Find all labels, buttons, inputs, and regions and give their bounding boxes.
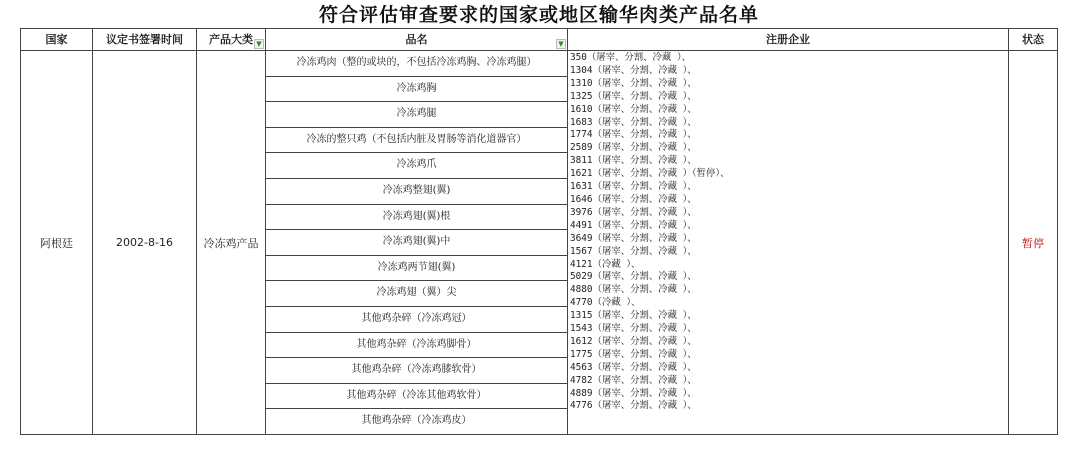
product-row: 其他鸡杂碎（冷冻鸡冠）	[266, 307, 567, 333]
header-country: 国家	[21, 29, 93, 51]
header-category-label: 产品大类	[209, 33, 253, 46]
enterprise-entry: 1567（屠宰、分割、冷藏 ）、	[570, 245, 697, 257]
product-row: 其他鸡杂碎（冷冻其他鸡软骨）	[266, 384, 567, 410]
enterprise-entry: 4889（屠宰、分割、冷藏 ）、	[570, 387, 697, 399]
enterprise-entry: 1304（屠宰、分割、冷藏 ）、	[570, 64, 697, 76]
header-category	[197, 29, 266, 51]
product-row: 冷冻的整只鸡（不包括内脏及胃肠等消化道器官）	[266, 128, 567, 154]
product-row: 冷冻鸡肉（整的或块的，不包括冷冻鸡胸、冷冻鸡腿）	[266, 51, 567, 77]
date-cell: 2002-8-16	[93, 51, 197, 434]
enterprise-entry: 350（屠宰、分割、冷藏 ）、	[570, 52, 692, 63]
enterprise-entry: 1683（屠宰、分割、冷藏 ）、	[570, 116, 697, 128]
country-cell: 阿根廷	[21, 51, 93, 434]
enterprise-entry: 4782（屠宰、分割、冷藏 ）、	[570, 374, 697, 386]
category-cell: 冷冻鸡产品	[197, 51, 266, 434]
enterprise-entry: 3649（屠宰、分割、冷藏 ）、	[570, 232, 697, 244]
product-row: 冷冻鸡胸	[266, 77, 567, 103]
filter-dropdown-icon[interactable]: ▼	[556, 39, 566, 49]
enterprise-list	[568, 51, 1009, 434]
enterprise-entry: 1646（屠宰、分割、冷藏 ）、	[570, 193, 697, 205]
header-date: 议定书签署时间	[93, 29, 197, 51]
page-title: 符合评估审查要求的国家或地区输华肉类产品名单	[318, 4, 759, 26]
status-cell	[1009, 51, 1057, 434]
enterprise-entry: 4770（冷藏 ）、	[570, 297, 641, 309]
enterprise-entry: 4121（冷藏 ）、	[570, 258, 641, 270]
enterprise-entry: 1774（屠宰、分割、冷藏 ）、	[570, 129, 697, 141]
enterprise-entry: 5029（屠宰、分割、冷藏 ）、	[570, 271, 697, 283]
header-product-label: 品名	[405, 33, 428, 46]
enterprise-entry: 1621（屠宰、分割、冷藏 ）（暂停）、	[570, 168, 730, 180]
product-row: 冷冻鸡整翅(翼)	[266, 179, 567, 205]
enterprise-entry: 1631（屠宰、分割、冷藏 ）、	[570, 181, 697, 193]
enterprise-entry: 1543（屠宰、分割、冷藏 ）、	[570, 323, 697, 335]
enterprise-entry: 4880（屠宰、分割、冷藏 ）、	[570, 284, 697, 296]
product-list	[266, 51, 568, 434]
enterprise-entry: 1325（屠宰、分割、冷藏 ）、	[570, 90, 697, 102]
enterprise-entry: 4563（屠宰、分割、冷藏 ）、	[570, 361, 697, 373]
product-row: 冷冻鸡腿	[266, 102, 567, 128]
enterprise-entry: 1612（屠宰、分割、冷藏 ）、	[570, 335, 697, 347]
enterprise-entry: 3811（屠宰、分割、冷藏 ）、	[570, 155, 697, 167]
enterprise-entry: 4776（屠宰、分割、冷藏 ）、	[570, 400, 697, 412]
product-row: 其他鸡杂碎（冷冻鸡皮）	[361, 415, 472, 427]
product-row: 冷冻鸡爪	[266, 153, 567, 179]
enterprise-entry: 2589（屠宰、分割、冷藏 ）、	[570, 142, 697, 154]
product-row: 冷冻鸡翅(翼)根	[266, 205, 567, 231]
enterprise-entry: 1310（屠宰、分割、冷藏 ）、	[570, 77, 697, 89]
products-table	[20, 28, 1058, 435]
product-row: 冷冻鸡翅（翼）尖	[266, 281, 567, 307]
header-product	[266, 29, 568, 51]
product-row: 冷冻鸡两节翅(翼)	[266, 256, 567, 282]
product-row: 其他鸡杂碎（冷冻鸡膝软骨）	[266, 358, 567, 384]
enterprise-entry: 4491（屠宰、分割、冷藏 ）、	[570, 219, 697, 231]
product-row: 冷冻鸡翅(翼)中	[266, 230, 567, 256]
product-row: 其他鸡杂碎（冷冻鸡脚骨）	[266, 333, 567, 359]
filter-dropdown-icon[interactable]: ▼	[254, 39, 264, 49]
status-badge: 暂停	[1022, 236, 1044, 250]
enterprise-entry: 1610（屠宰、分割、冷藏 ）、	[570, 103, 697, 115]
header-enterprise: 注册企业	[568, 29, 1009, 51]
header-status: 状态	[1009, 29, 1057, 51]
enterprise-entry: 1315（屠宰、分割、冷藏 ）、	[570, 310, 697, 322]
enterprise-entry: 1775（屠宰、分割、冷藏 ）、	[570, 348, 697, 360]
enterprise-entry: 3976（屠宰、分割、冷藏 ）、	[570, 206, 697, 218]
